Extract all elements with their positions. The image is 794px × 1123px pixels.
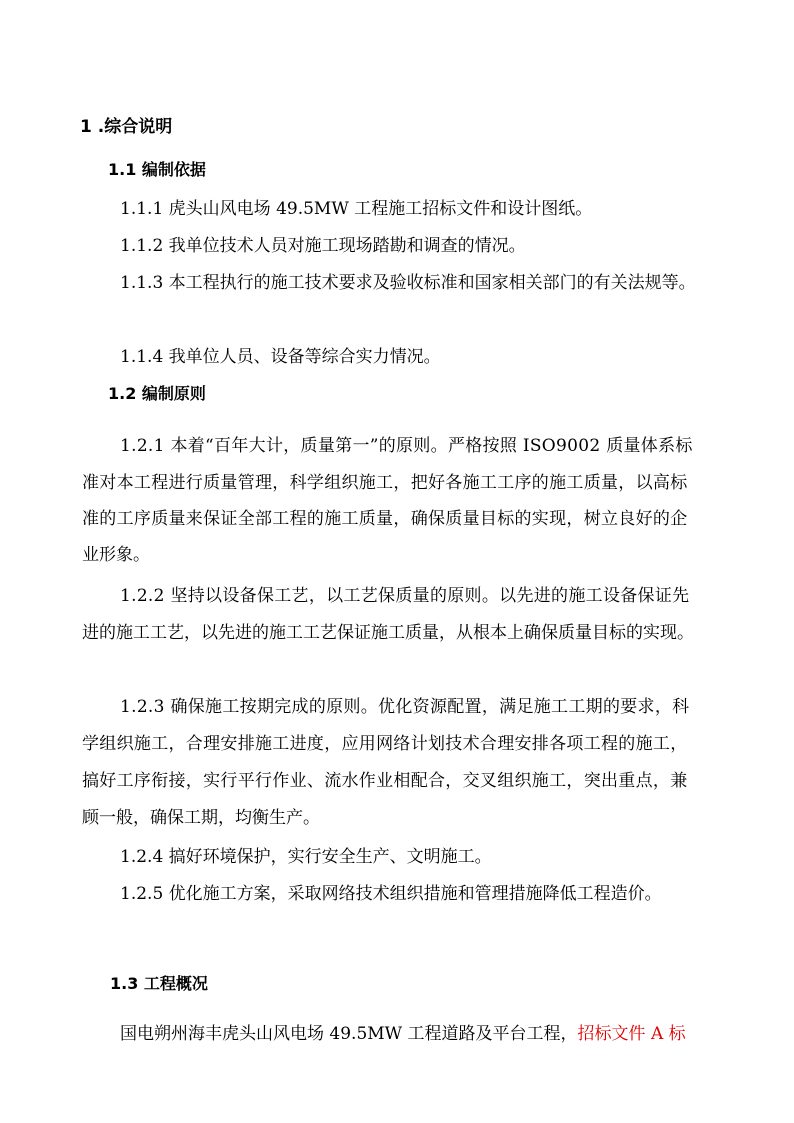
section-1-1-heading: 1.1 编制依据 xyxy=(108,160,206,179)
section-1-3-heading: 1.3 工程概况 xyxy=(110,974,208,993)
paragraph-1-2-4: 1.2.4 搞好环境保护，实行安全生产、文明施工。 xyxy=(120,847,492,867)
highlight-text: 招标文件 A 标 xyxy=(577,1024,686,1044)
section-1-heading: 1 .综合说明 xyxy=(80,117,173,137)
paragraph-1-3 xyxy=(120,1024,686,1044)
paragraph-1-2-5: 1.2.5 优化施工方案，采取网络技术组织措施和管理措施降低工程造价。 xyxy=(120,884,662,904)
overview-text: 国电朔州海丰虎头山风电场 49.5MW 工程道路及平台工程， xyxy=(120,1024,578,1044)
list-item: 1.1.4 我单位人员、设备等综合实力情况。 xyxy=(120,347,441,367)
section-1-2-heading: 1.2 编制原则 xyxy=(108,384,206,403)
list-item: 1.1.2 我单位技术人员对施工现场踏勘和调查的情况。 xyxy=(120,236,526,256)
list-item: 1.1.3 本工程执行的施工技术要求及验收标准和国家相关部门的有关法规等。 xyxy=(120,273,696,293)
list-item: 1.1.1 虎头山风电场 49.5MW 工程施工招标文件和设计图纸。 xyxy=(120,199,593,219)
